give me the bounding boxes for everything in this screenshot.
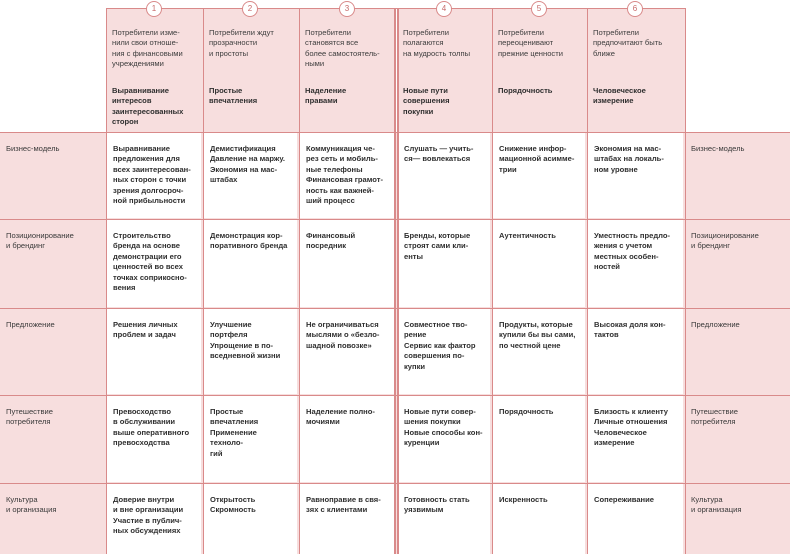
matrix-cell-text: Высокая доля кон- тактов — [594, 320, 666, 340]
matrix-cell — [300, 309, 395, 394]
column-label: Наделение правами — [305, 86, 347, 106]
matrix-cell — [204, 309, 297, 394]
matrix-cell-text: Равноправие в свя- зях с клиентами — [306, 495, 381, 515]
column-rule — [587, 8, 588, 554]
matrix-cell — [398, 309, 490, 394]
row-label-right: Бизнес-модель — [691, 144, 745, 153]
column-header — [106, 28, 201, 127]
matrix-cell — [493, 396, 585, 482]
column-number-badge: 1 — [146, 1, 162, 17]
column-description: Потребители становятся все более самостоятель- ными — [305, 28, 380, 69]
matrix-cell-text: Новые пути совер- шения покупки Новые способы кон- куренции — [404, 407, 483, 448]
column-label: Выравнивание интересов заинтересованных сторон — [112, 86, 184, 127]
column-rule — [397, 8, 399, 554]
row-label-right: Культура и организация — [691, 495, 742, 515]
column-number-badge: 5 — [531, 1, 547, 17]
matrix-cell-text: Строительство бренда на основе демонстрации его ценностей во всех точках соприкосно- вения — [113, 231, 187, 293]
column-rule — [492, 8, 493, 554]
column-label: Человеческое измерение — [593, 86, 646, 106]
matrix-cell — [493, 133, 585, 218]
matrix-cell-text: Сопереживание — [594, 495, 655, 504]
matrix-cell-text: Решения личных проблем и задач — [113, 320, 178, 340]
column-rule — [685, 8, 686, 554]
matrix-cell-text: Наделение полно- мочиями — [306, 407, 375, 427]
matrix-cell — [107, 484, 201, 555]
matrix-cell-text: Искренность — [499, 495, 548, 504]
column-header — [492, 28, 585, 95]
matrix-cell — [493, 484, 585, 555]
matrix-cell-text: Готовность стать уязвимым — [404, 495, 470, 515]
matrix-cell — [398, 484, 490, 555]
matrix-cell — [398, 133, 490, 218]
column-label: Порядочность — [498, 86, 553, 95]
matrix-cell — [204, 220, 297, 307]
matrix-cell — [398, 396, 490, 482]
matrix-cell-text: Финансовый посредник — [306, 231, 356, 251]
row-label-right: Предложение — [691, 320, 740, 329]
column-description: Потребители переоценивают прежние ценности — [498, 28, 563, 58]
matrix-cell-text: Выравнивание предложения для всех заинтересован- ных сторон с точки зрения долгосроч- ной прибыльности — [113, 144, 191, 206]
column-rule — [394, 8, 396, 554]
matrix-cell — [107, 133, 201, 218]
column-rule — [106, 8, 107, 554]
row-label-right: Позиционирование и брендинг — [691, 231, 759, 251]
matrix-cell — [588, 309, 683, 394]
matrix-cell — [204, 133, 297, 218]
matrix-cell-text: Доверие внутри и вне организации Участие в публич- ных обсуждениях — [113, 495, 184, 536]
matrix-cell-text: Демистификация Давление на маржу. Экономия на мас- штабах — [210, 144, 285, 185]
matrix-cell — [588, 396, 683, 482]
column-header — [203, 28, 297, 106]
matrix-cell-text: Порядочность — [499, 407, 554, 416]
row-label-left: Позиционирование и брендинг — [6, 231, 74, 251]
matrix-cell — [493, 220, 585, 307]
matrix-cell-text: Демонстрация кор- поративного бренда — [210, 231, 288, 251]
column-header — [397, 28, 490, 116]
matrix-cell — [300, 396, 395, 482]
row-label-left: Путешествие потребителя — [6, 407, 53, 427]
matrix-cell-text: Превосходство в обслуживании выше оперативного превосходства — [113, 407, 190, 448]
matrix-cell-text: Экономия на мас- штабах на локаль- ном уровне — [594, 144, 664, 174]
matrix-cell — [300, 220, 395, 307]
column-label: Простые впечатления — [209, 86, 258, 106]
matrix-cell-text: Совместное тво- рение Сервис как фактор совершения по- купки — [404, 320, 476, 371]
matrix-cell-text: Улучшение портфеля Упрощение в по- вседневной жизни — [210, 320, 281, 361]
matrix-cell-text: Снижение инфор- мационной асимме- трии — [499, 144, 575, 174]
row-label-left: Культура и организация — [6, 495, 57, 515]
matrix-cell-text: Бренды, которые строят сами кли- енты — [404, 231, 471, 261]
matrix-cell — [204, 396, 297, 482]
column-header — [587, 28, 683, 106]
column-description: Потребители предпочитают быть ближе — [593, 28, 663, 58]
column-rule — [299, 8, 300, 554]
column-description: Потребители ждут прозрачности и простоты — [209, 28, 274, 58]
matrix-cell-text: Продукты, которые купили бы вы сами, по честной цене — [499, 320, 576, 350]
matrix-cell — [398, 220, 490, 307]
column-number-badge: 3 — [339, 1, 355, 17]
row-label-left: Предложение — [6, 320, 55, 329]
matrix-cell-text: Не ограничиваться мыслями о «безло- шадной повозке» — [306, 320, 380, 350]
matrix-cell — [588, 484, 683, 555]
column-description: Потребители изме- нили свои отноше- ния с финансовыми учреждениями — [112, 28, 183, 69]
column-number-badge: 6 — [627, 1, 643, 17]
matrix-cell — [300, 133, 395, 218]
column-header — [299, 28, 395, 106]
matrix-cell — [107, 396, 201, 482]
matrix-cell — [107, 309, 201, 394]
matrix-cell-text: Открытость Скромность — [210, 495, 256, 515]
column-description: Потребители полагаются на мудрость толпы — [403, 28, 471, 58]
column-number-badge: 4 — [436, 1, 452, 17]
column-label: Новые пути совершения покупки — [403, 86, 450, 116]
column-number-badge: 2 — [242, 1, 258, 17]
matrix-cell — [204, 484, 297, 555]
matrix-cell — [493, 309, 585, 394]
row-label-right: Путешествие потребителя — [691, 407, 738, 427]
matrix-cell-text: Простые впечатления Применение техноло- гий — [210, 407, 259, 458]
matrix-cell — [300, 484, 395, 555]
matrix-cell-text: Аутентичность — [499, 231, 556, 240]
row-label-left: Бизнес-модель — [6, 144, 60, 153]
matrix-cell — [588, 133, 683, 218]
matrix-cell-text: Близость к клиенту Личные отношения Человеческое измерение — [594, 407, 669, 448]
matrix-cell — [107, 220, 201, 307]
matrix-cell-text: Уместность предло- жения с учетом местных особен- ностей — [594, 231, 671, 272]
matrix-cell — [588, 220, 683, 307]
matrix-cell-text: Коммуникация че- рез сеть и мобиль- ные телефоны Финансовая грамот- ность как важней- ший процесс — [306, 144, 383, 206]
matrix-cell-text: Слушать — учить- ся— вовлекаться — [404, 144, 474, 164]
column-rule — [203, 8, 204, 554]
